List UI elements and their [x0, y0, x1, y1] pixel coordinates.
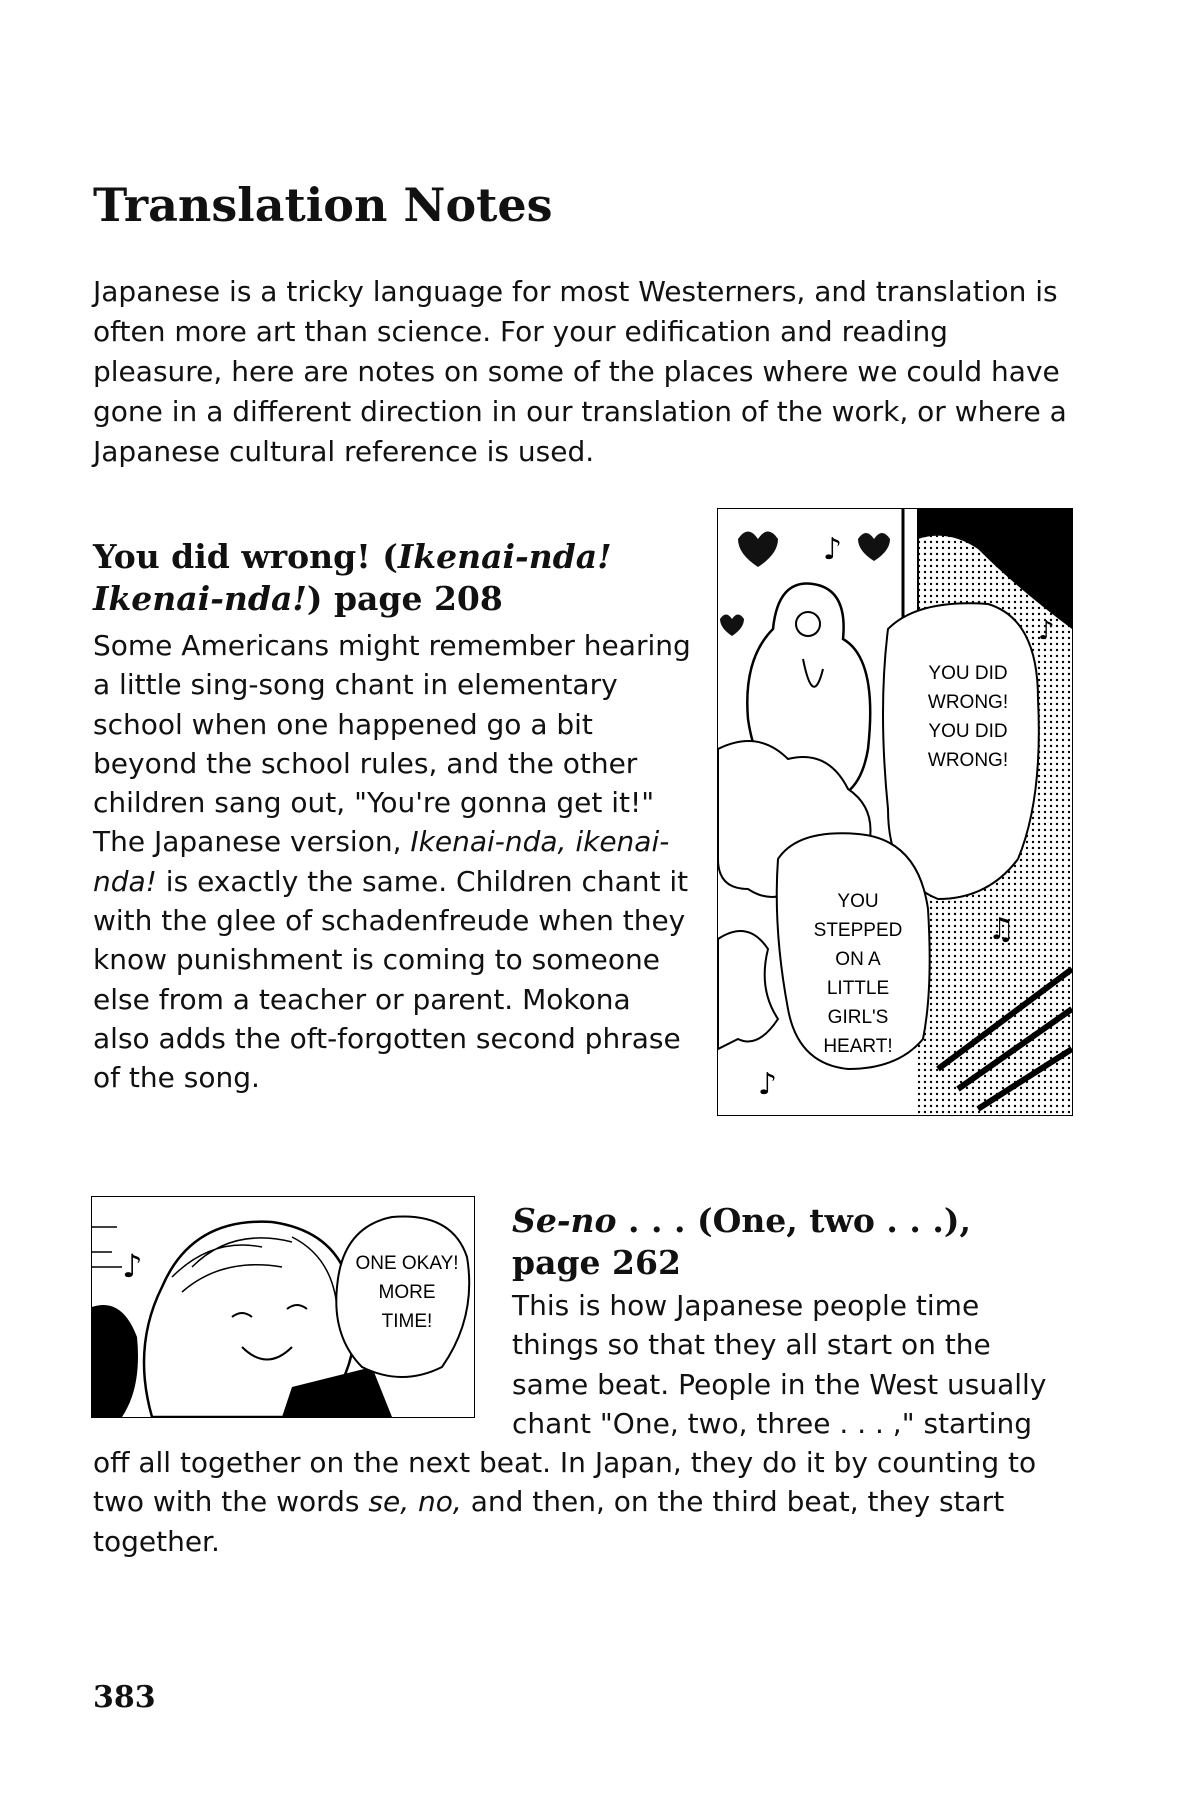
bubble-line: MORE [378, 1282, 436, 1303]
speech-bubble-stepped-on-heart [788, 887, 928, 1061]
note1-body-a: Some Americans might remember hearing a little sing-song chant in elementary school when one happened go a bit beyond the school rules, and the other children sang out, "You're gonna get it!" The Japanese version, [93, 629, 691, 859]
bubble-line: YOU [837, 891, 879, 912]
note2-body-bottom [93, 1443, 1083, 1561]
note2-body-b: off all together on the next beat. In Japan, they do it by counting to two with the words [93, 1446, 1037, 1519]
note1-heading-italic-b: Ikenai-nda! [93, 579, 307, 618]
note1-body-b: is exactly the same. Children chant it with the glee of schadenfreude when they know punishment is coming to someone else from a teacher or parent. Mokona also adds the oft-forgotten second phrase of the song. [93, 864, 689, 1095]
music-note-icon: ♫ [988, 912, 1015, 947]
note1-body [93, 626, 693, 1098]
manga-panel-one-more-time [91, 1196, 475, 1418]
page-number: 383 [93, 1680, 156, 1715]
note1-body-italic: Ikenai-nda, ikenai-nda! [93, 825, 670, 898]
intro-paragraph: Japanese is a tricky language for most Westerners, and translation is often more art than science. For your edification and reading pleasure, here are notes on some of the places where we could have gone in a different direction in our translation of the work, or where a Japanese cultural reference is used. [93, 275, 1067, 468]
bubble-line: TIME! [381, 1311, 433, 1332]
manga-panel-mokona [717, 508, 1073, 1116]
speech-bubble-you-did-wrong [903, 659, 1033, 775]
bubble-line: ONE OKAY! [355, 1253, 459, 1274]
note2-heading-text-b: page 262 [512, 1243, 681, 1282]
bubble-line: STEPPED [813, 920, 903, 941]
speech-bubble-one-more-time [342, 1249, 472, 1336]
bubble-line: LITTLE [826, 978, 890, 999]
page-title: Translation Notes [93, 178, 553, 232]
music-note-icon: ♪ [823, 532, 843, 567]
note1-heading-italic-a: Ikenai-nda! [397, 537, 612, 576]
music-note-icon: ♪ [1038, 616, 1055, 646]
note2-heading-italic: Se-no [512, 1201, 617, 1240]
bubble-line: WRONG! [927, 750, 1009, 771]
music-note-icon: ♪ [122, 1247, 143, 1285]
music-note-icon: ♪ [758, 1067, 778, 1102]
bubble-line: YOU DID [928, 721, 1008, 742]
note2-body-italic: se, no, [368, 1485, 462, 1519]
bubble-line: ON A [835, 949, 881, 970]
heart-icon [738, 532, 778, 568]
note1-heading-text-b: ) page 208 [306, 579, 503, 618]
note2-heading-text-a: . . . (One, two . . .), [616, 1201, 971, 1240]
note2-heading [512, 1200, 1092, 1284]
note1-heading-text-a: You did wrong! ( [93, 537, 398, 576]
note1-heading [93, 536, 713, 620]
note2-body-top: This is how Japanese people time things so that they all start on the same beat. People in the West usually chant "One, two, three . . . ," starting [512, 1289, 1047, 1440]
bubble-line: HEART! [823, 1036, 893, 1057]
bubble-line: YOU DID [928, 663, 1008, 684]
heart-icon [858, 533, 890, 561]
bubble-line: GIRL'S [827, 1007, 889, 1028]
heart-icon [720, 615, 744, 637]
bubble-line: WRONG! [927, 692, 1009, 713]
note2-body-c: and then, on the third beat, they start together. [93, 1485, 1005, 1558]
